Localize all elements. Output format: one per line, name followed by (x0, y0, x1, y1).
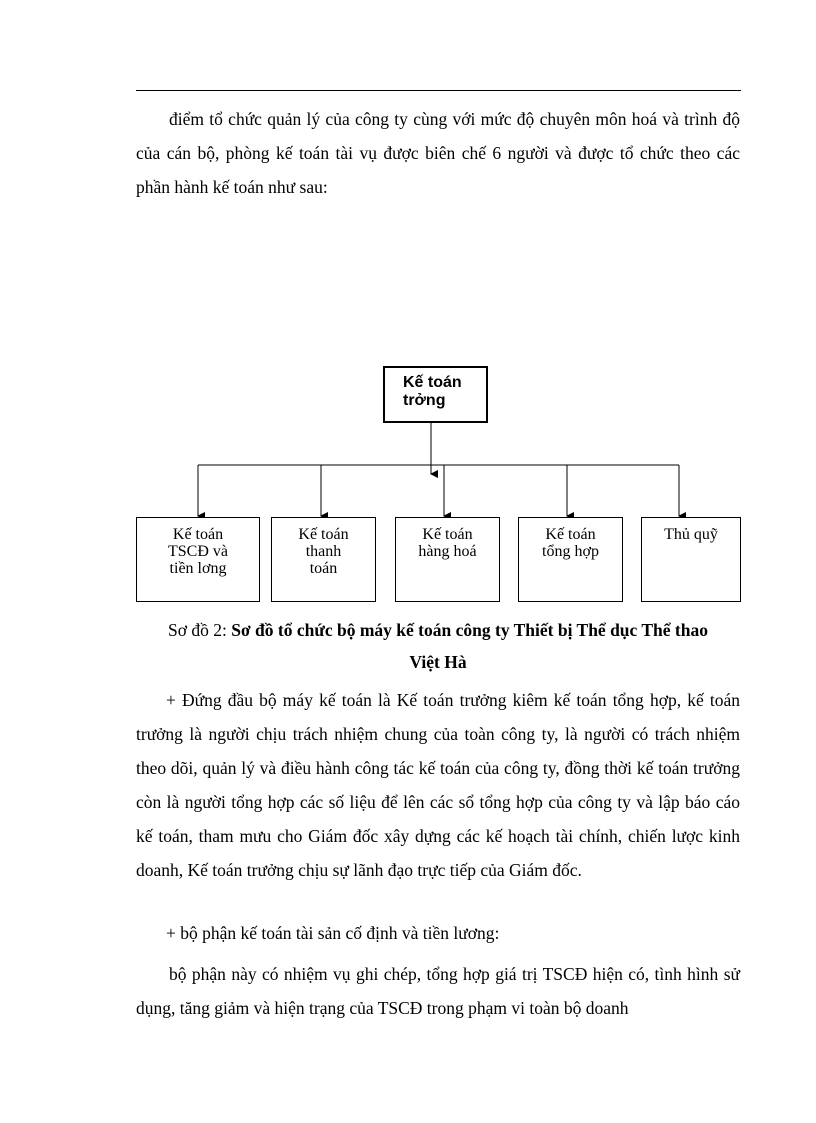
header-rule (136, 90, 741, 91)
general-accountant-box: Kế toán tổng hợp (518, 517, 623, 602)
chief-accountant-paragraph: + Đứng đầu bộ máy kế toán là Kế toán trưởng kiêm kế toán tổng hợp, kế toán trưởng là người chịu trách nhiệm chung của toàn công ty, là người có trách nhiệm theo dõi, quản lý và điều hành công tác kế toán của công ty, đồng thời kế toán trưởng còn là người tổng hợp các số liệu để lên các sổ tổng hợp của công ty và lập báo cáo kế toán, tham mưu cho Giám đốc xây dựng các kế hoạch tài chính, chiến lược kinh doanh, Kế toán trưởng chịu sự lãnh đạo trực tiếp của Giám đốc. (136, 690, 740, 880)
fixed-assets-paragraph: bộ phận này có nhiệm vụ ghi chép, tổng hợp giá trị TSCĐ hiện có, tình hình sử dụng, tăng giảm và hiện trạng của TSCĐ trong phạm vi toàn bộ doanh (136, 964, 740, 1018)
caption-prefix: Sơ đồ 2: (168, 620, 232, 640)
intro-paragraph: điểm tổ chức quản lý của công ty cùng với mức độ chuyên môn hoá và trình độ của cán bộ, phòng kế toán tài vụ được biên chế 6 người và được tổ chức theo các phần hành kế toán như sau: (136, 109, 740, 197)
goods-accountant-box: Kế toán hàng hoá (395, 517, 500, 602)
payment-accountant-box: Kế toán thanh toán (271, 517, 376, 602)
treasurer-box: Thủ quỹ (641, 517, 741, 602)
fixed-assets-heading: + bộ phận kế toán tài sản cố định và tiền lương: (166, 923, 500, 943)
caption-title-line2: Việt Hà (409, 652, 467, 672)
diagram-caption (136, 614, 740, 678)
chief-accountant-box: Kế toán trởng (383, 366, 488, 423)
fixed-assets-payroll-accountant-box: Kế toán TSCĐ và tiền lơng (136, 517, 260, 602)
caption-title-line1: Sơ đồ tổ chức bộ máy kế toán công ty Thiết bị Thể dục Thể thao (231, 620, 708, 640)
